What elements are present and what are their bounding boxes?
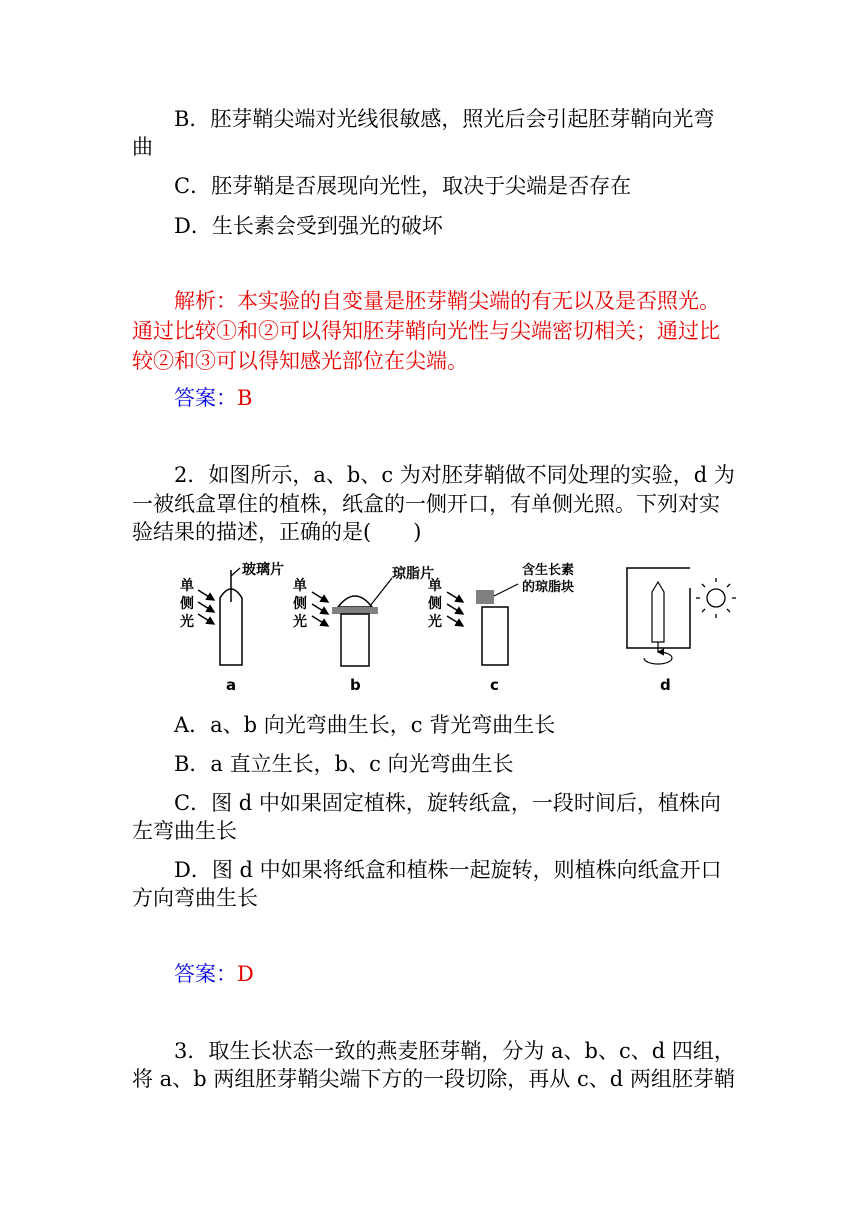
q3-stem-line2: 将 a、b 两组胚芽鞘尖端下方的一段切除，再从 c、d 两组胚芽鞘 xyxy=(132,1067,735,1091)
q2-answer-label: 答案： xyxy=(174,962,237,986)
q1-analysis-line3: 较②和③可以得知感光部位在尖端。 xyxy=(132,349,468,373)
light-arrows-a-icon xyxy=(198,590,214,624)
auxin-agar-label-line2: 的琼脂块 xyxy=(522,580,575,595)
light-label-a-1: 单 xyxy=(180,578,194,594)
q1-option-b-line1: B．胚芽鞘尖端对光线很敏感，照光后会引起胚芽鞘向光弯 xyxy=(174,107,715,131)
q2-stem-line3: 验结果的描述，正确的是( ) xyxy=(132,520,422,544)
panel-b xyxy=(292,565,434,694)
q2-option-d-line1: D．图 d 中如果将纸盒和植株一起旋转，则植株向纸盒开口 xyxy=(174,858,722,882)
light-label-a-2: 侧 xyxy=(180,596,194,612)
q2-stem-line1: 2．如图所示，a、b、c 为对胚芽鞘做不同处理的实验，d 为 xyxy=(174,463,735,487)
panel-c-label: c xyxy=(490,676,499,694)
coleoptile-c-icon xyxy=(482,607,508,665)
q2-option-d-line2: 方向弯曲生长 xyxy=(132,886,258,910)
q1-option-c: C．胚芽鞘是否展现向光性，取决于尖端是否存在 xyxy=(174,174,632,198)
light-arrows-c-icon xyxy=(447,592,463,626)
q1-analysis-line1: 解析：本实验的自变量是胚芽鞘尖端的有无以及是否照光。 xyxy=(174,289,720,313)
coleoptile-b-icon xyxy=(341,614,369,666)
panel-d xyxy=(627,568,736,694)
panel-d-label: d xyxy=(660,676,671,694)
q2-option-b: B．a 直立生长，b、c 向光弯曲生长 xyxy=(174,752,514,776)
q1-answer xyxy=(174,385,252,411)
q2-answer xyxy=(174,961,254,987)
panel-a xyxy=(179,561,284,694)
coleoptile-figure xyxy=(160,560,760,695)
light-label-a-3: 光 xyxy=(180,614,194,630)
light-label-b-2: 侧 xyxy=(293,596,307,612)
light-label-c-2: 侧 xyxy=(428,596,442,612)
q1-answer-label: 答案： xyxy=(174,386,237,410)
glass-label: 玻璃片 xyxy=(242,562,284,578)
light-label-c-1: 单 xyxy=(428,578,442,594)
panel-c xyxy=(427,562,574,694)
light-label-c-3: 光 xyxy=(428,614,442,630)
q1-option-d: D．生长素会受到强光的破坏 xyxy=(174,214,443,238)
sun-icon xyxy=(696,578,736,618)
q1-analysis-line2: 通过比较①和②可以得知胚芽鞘向光性与尖端密切相关；通过比 xyxy=(132,319,720,343)
q3-stem-line1: 3．取生长状态一致的燕麦胚芽鞘，分为 a、b、c、d 四组， xyxy=(174,1039,735,1063)
rotation-arrow-icon xyxy=(644,652,672,664)
auxin-agar-label-line1: 含生长素 xyxy=(522,563,575,578)
q2-option-c-line2: 左弯曲生长 xyxy=(132,819,237,843)
auxin-agar-block-icon xyxy=(476,590,494,604)
agar-sheet-icon xyxy=(332,607,378,614)
q2-answer-value: D xyxy=(237,962,254,986)
light-arrows-b-icon xyxy=(312,592,328,626)
light-label-b-3: 光 xyxy=(293,614,307,630)
q2-option-a: A．a、b 向光弯曲生长，c 背光弯曲生长 xyxy=(174,713,556,737)
light-label-b-1: 单 xyxy=(293,578,307,594)
q1-option-b-line2: 曲 xyxy=(132,135,153,159)
panel-a-label: a xyxy=(226,676,237,694)
q1-answer-value: B xyxy=(237,386,253,410)
agar-label: 琼脂片 xyxy=(392,566,434,582)
q2-stem-line2: 一被纸盒罩住的植株，纸盒的一侧开口，有单侧光照。下列对实 xyxy=(132,492,720,516)
plant-d-icon xyxy=(652,582,664,642)
panel-b-label: b xyxy=(350,676,361,694)
q2-option-c-line1: C．图 d 中如果固定植株，旋转纸盒，一段时间后，植株向 xyxy=(174,791,721,815)
coleoptile-tip-b-icon xyxy=(338,596,372,607)
